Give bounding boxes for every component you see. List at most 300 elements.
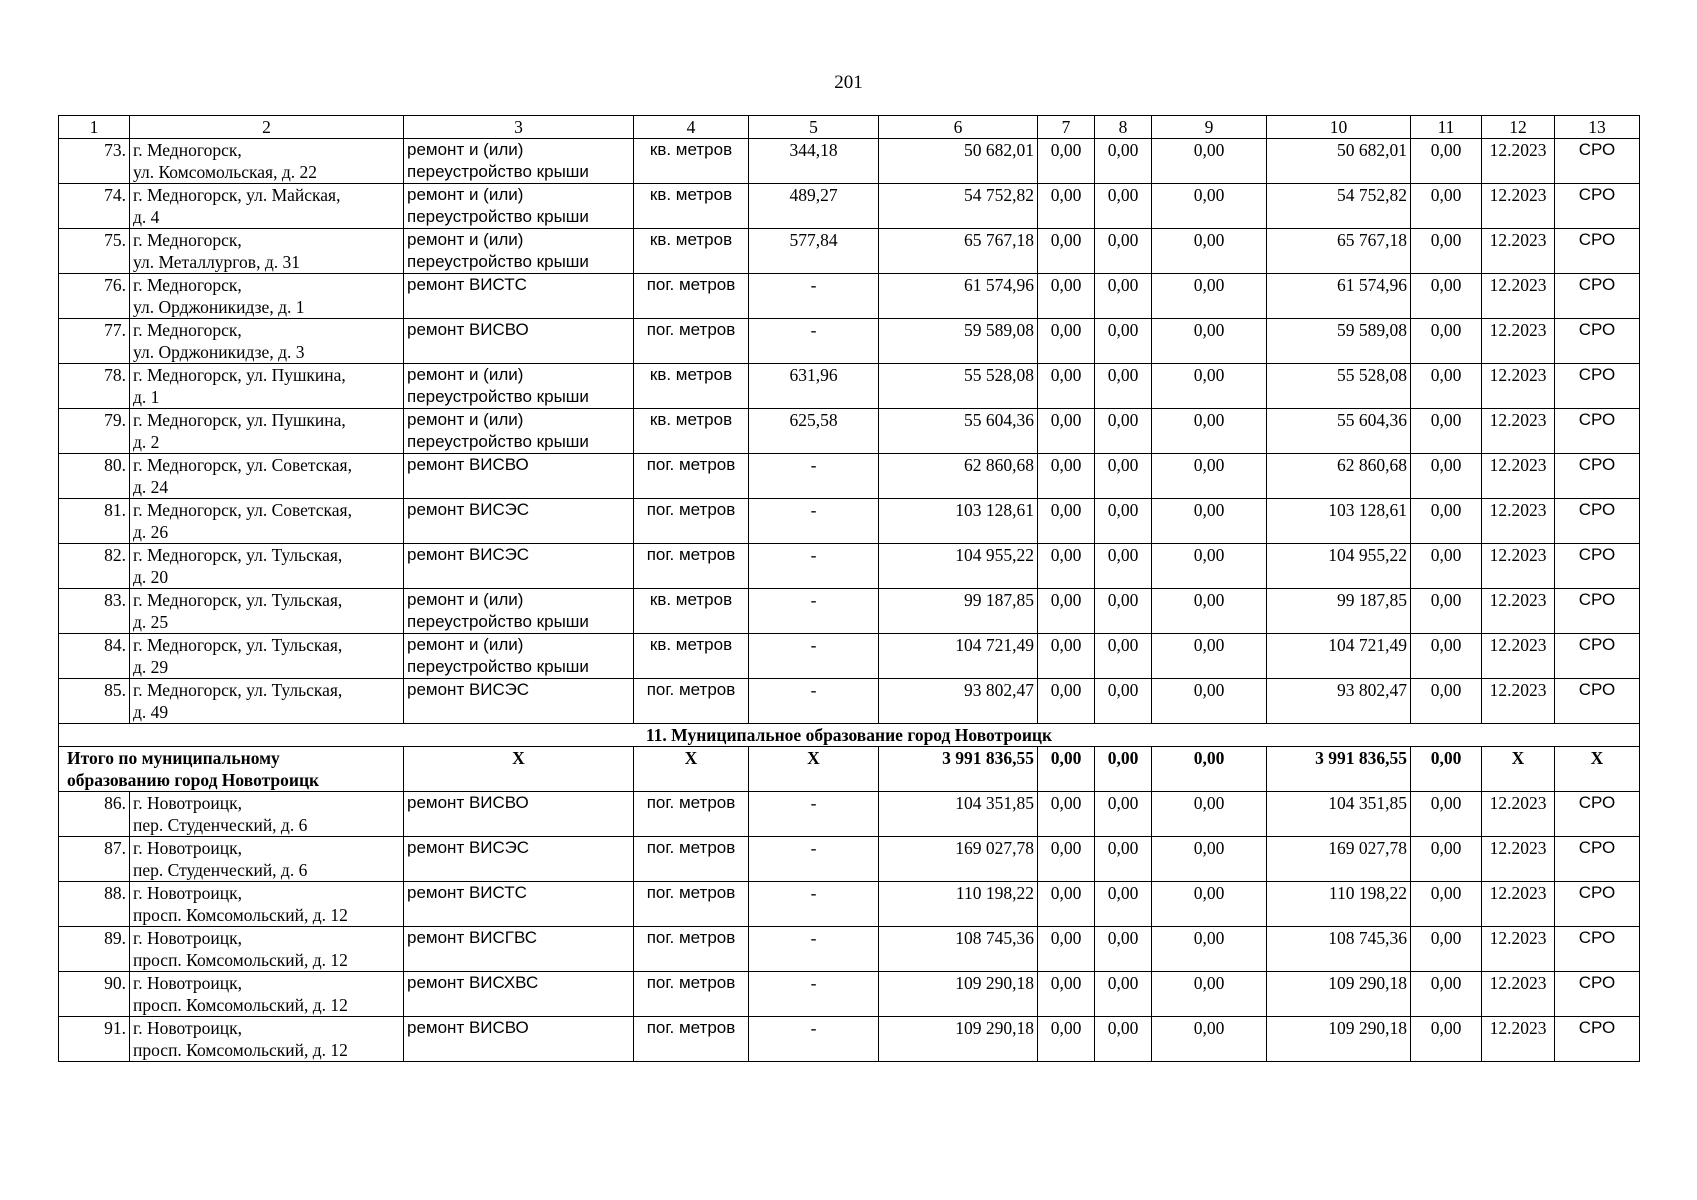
address [130,882,404,927]
quantity: - [749,634,879,679]
quantity: 489,27 [749,184,879,229]
col-10-value: 55 528,08 [1267,364,1411,409]
col-9-value: 0,00 [1152,409,1267,454]
cost-total: 54 752,82 [879,184,1038,229]
address-line-2: ул. Орджоникидзе, д. 3 [133,342,305,362]
row-number: 90. [59,972,130,1017]
row-number: 75. [59,229,130,274]
contractor-type: СРО [1555,409,1640,454]
work-type [404,274,634,319]
quantity: 344,18 [749,139,879,184]
address-line-1: г. Медногорск, ул. Тульская, [133,590,343,610]
contractor-type: СРО [1555,972,1640,1017]
cost-total: 104 351,85 [879,792,1038,837]
repair-plan-table [58,115,1640,1062]
unit: пог. метров [634,972,749,1017]
completion-date: 12.2023 [1482,454,1555,499]
address [130,139,404,184]
contractor-type: СРО [1555,364,1640,409]
col-9-value: 0,00 [1152,634,1267,679]
column-number-row [59,116,1640,139]
work-type [404,589,634,634]
work-type-line-2: переустройство крыши [407,657,589,676]
col-11-value: 0,00 [1411,634,1482,679]
row-number: 89. [59,927,130,972]
contractor-type: СРО [1555,927,1640,972]
table-row [59,927,1640,972]
table-row [59,184,1640,229]
col-9-value: 0,00 [1152,589,1267,634]
table-row [59,1017,1640,1062]
completion-date: 12.2023 [1482,589,1555,634]
cost-total: 93 802,47 [879,679,1038,724]
address-line-1: г. Новотроицк, [133,883,242,903]
row-number: 82. [59,544,130,589]
total-label-line-2: образованию город Новотроицк [67,770,320,790]
completion-date: 12.2023 [1482,499,1555,544]
total-col-13: Х [1555,747,1640,792]
unit: пог. метров [634,499,749,544]
col-8-value: 0,00 [1095,792,1152,837]
col-9-value: 0,00 [1152,679,1267,724]
work-type-line-2: переустройство крыши [407,207,589,226]
col-9-value: 0,00 [1152,1017,1267,1062]
work-type [404,882,634,927]
col-10-value: 110 198,22 [1267,882,1411,927]
row-number: 80. [59,454,130,499]
total-col-4: Х [634,747,749,792]
quantity: - [749,544,879,589]
work-type-line-1: ремонт и (или) [407,410,524,429]
address-line-1: г. Новотроицк, [133,793,242,813]
completion-date: 12.2023 [1482,139,1555,184]
total-row [59,747,1640,792]
col-9-value: 0,00 [1152,274,1267,319]
column-header: 1 [59,116,130,139]
total-col-3: Х [404,747,634,792]
unit: кв. метров [634,184,749,229]
column-header: 11 [1411,116,1482,139]
work-type [404,679,634,724]
cost-total: 59 589,08 [879,319,1038,364]
col-10-value: 104 351,85 [1267,792,1411,837]
col-7-value: 0,00 [1038,409,1095,454]
table-row [59,499,1640,544]
col-8-value: 0,00 [1095,409,1152,454]
table-row [59,409,1640,454]
address-line-2: пер. Студенческий, д. 6 [133,860,308,880]
work-type-line-1: ремонт ВИСЭС [407,500,530,519]
completion-date: 12.2023 [1482,319,1555,364]
row-number: 73. [59,139,130,184]
cost-total: 65 767,18 [879,229,1038,274]
row-number: 87. [59,837,130,882]
completion-date: 12.2023 [1482,364,1555,409]
col-10-value: 104 721,49 [1267,634,1411,679]
col-8-value: 0,00 [1095,499,1152,544]
contractor-type: СРО [1555,837,1640,882]
work-type [404,229,634,274]
address-line-2: просп. Комсомольский, д. 12 [133,950,348,970]
col-9-value: 0,00 [1152,184,1267,229]
cost-total: 169 027,78 [879,837,1038,882]
col-7-value: 0,00 [1038,364,1095,409]
work-type [404,837,634,882]
col-9-value: 0,00 [1152,544,1267,589]
column-header: 12 [1482,116,1555,139]
work-type [404,1017,634,1062]
cost-total: 104 721,49 [879,634,1038,679]
work-type-line-1: ремонт ВИСВО [407,320,529,339]
completion-date: 12.2023 [1482,1017,1555,1062]
col-10-value: 104 955,22 [1267,544,1411,589]
work-type [404,792,634,837]
col-10-value: 93 802,47 [1267,679,1411,724]
work-type-line-1: ремонт и (или) [407,230,524,249]
col-9-value: 0,00 [1152,972,1267,1017]
col-8-value: 0,00 [1095,139,1152,184]
table-row [59,792,1640,837]
col-8-value: 0,00 [1095,634,1152,679]
quantity: - [749,499,879,544]
col-11-value: 0,00 [1411,319,1482,364]
row-number: 81. [59,499,130,544]
completion-date: 12.2023 [1482,837,1555,882]
address [130,184,404,229]
quantity: - [749,274,879,319]
contractor-type: СРО [1555,882,1640,927]
quantity: 631,96 [749,364,879,409]
table-row [59,544,1640,589]
cost-total: 103 128,61 [879,499,1038,544]
address-line-2: д. 26 [133,522,169,542]
cost-total: 61 574,96 [879,274,1038,319]
total-cost: 3 991 836,55 [879,747,1038,792]
address [130,544,404,589]
unit: кв. метров [634,364,749,409]
address [130,972,404,1017]
col-11-value: 0,00 [1411,792,1482,837]
table-row [59,972,1640,1017]
address-line-2: просп. Комсомольский, д. 12 [133,995,348,1015]
address [130,927,404,972]
col-11-value: 0,00 [1411,499,1482,544]
col-7-value: 0,00 [1038,184,1095,229]
work-type-line-1: ремонт ВИСГВС [407,928,538,947]
address-line-1: г. Медногорск, ул. Тульская, [133,680,343,700]
quantity: - [749,792,879,837]
col-7-value: 0,00 [1038,927,1095,972]
address-line-2: д. 49 [133,702,169,722]
address-line-1: г. Новотроицк, [133,928,242,948]
col-10-value: 103 128,61 [1267,499,1411,544]
cost-total: 50 682,01 [879,139,1038,184]
col-11-value: 0,00 [1411,274,1482,319]
table-row [59,274,1640,319]
unit: кв. метров [634,139,749,184]
cost-total: 55 604,36 [879,409,1038,454]
work-type-line-1: ремонт и (или) [407,590,524,609]
address [130,589,404,634]
completion-date: 12.2023 [1482,634,1555,679]
row-number: 77. [59,319,130,364]
work-type-line-1: ремонт ВИСТС [407,275,527,294]
work-type-line-1: ремонт ВИСЭС [407,680,530,699]
work-type [404,139,634,184]
row-number: 79. [59,409,130,454]
col-11-value: 0,00 [1411,544,1482,589]
work-type [404,364,634,409]
total-label [59,747,404,792]
contractor-type: СРО [1555,589,1640,634]
address-line-1: г. Медногорск, ул. Тульская, [133,545,343,565]
address [130,679,404,724]
work-type-line-2: переустройство крыши [407,387,589,406]
unit: кв. метров [634,409,749,454]
col-11-value: 0,00 [1411,454,1482,499]
address [130,837,404,882]
completion-date: 12.2023 [1482,927,1555,972]
total-col-5: Х [749,747,879,792]
table-row [59,229,1640,274]
col-7-value: 0,00 [1038,972,1095,1017]
col-7-value: 0,00 [1038,499,1095,544]
col-8-value: 0,00 [1095,454,1152,499]
completion-date: 12.2023 [1482,792,1555,837]
total-col-8: 0,00 [1095,747,1152,792]
quantity: 577,84 [749,229,879,274]
address-line-1: г. Медногорск, ул. Майская, [133,185,341,205]
table-row [59,882,1640,927]
quantity: - [749,972,879,1017]
col-10-value: 65 767,18 [1267,229,1411,274]
col-10-value: 55 604,36 [1267,409,1411,454]
table-row [59,589,1640,634]
cost-total: 104 955,22 [879,544,1038,589]
address-line-2: ул. Орджоникидзе, д. 1 [133,297,305,317]
completion-date: 12.2023 [1482,972,1555,1017]
total-col-11: 0,00 [1411,747,1482,792]
cost-total: 108 745,36 [879,927,1038,972]
quantity: - [749,589,879,634]
contractor-type: СРО [1555,454,1640,499]
col-10-value: 61 574,96 [1267,274,1411,319]
cost-total: 109 290,18 [879,972,1038,1017]
address-line-1: г. Медногорск, [133,230,242,250]
quantity: - [749,837,879,882]
col-11-value: 0,00 [1411,972,1482,1017]
col-8-value: 0,00 [1095,229,1152,274]
column-header: 4 [634,116,749,139]
col-7-value: 0,00 [1038,882,1095,927]
column-header: 9 [1152,116,1267,139]
completion-date: 12.2023 [1482,184,1555,229]
table-row [59,454,1640,499]
quantity: 625,58 [749,409,879,454]
col-8-value: 0,00 [1095,544,1152,589]
address [130,634,404,679]
total-label-line-1: Итого по муниципальному [67,748,280,768]
quantity: - [749,882,879,927]
column-header: 6 [879,116,1038,139]
col-10-value: 108 745,36 [1267,927,1411,972]
total-col-7: 0,00 [1038,747,1095,792]
completion-date: 12.2023 [1482,274,1555,319]
row-number: 88. [59,882,130,927]
work-type [404,927,634,972]
col-11-value: 0,00 [1411,409,1482,454]
work-type [404,184,634,229]
unit: пог. метров [634,927,749,972]
col-11-value: 0,00 [1411,837,1482,882]
col-8-value: 0,00 [1095,882,1152,927]
col-8-value: 0,00 [1095,837,1152,882]
quantity: - [749,1017,879,1062]
col-8-value: 0,00 [1095,927,1152,972]
column-header: 10 [1267,116,1411,139]
completion-date: 12.2023 [1482,882,1555,927]
work-type-line-2: переустройство крыши [407,252,589,271]
work-type-line-1: ремонт ВИСЭС [407,545,530,564]
quantity: - [749,319,879,364]
work-type [404,499,634,544]
table-row [59,634,1640,679]
col-9-value: 0,00 [1152,319,1267,364]
address [130,1017,404,1062]
work-type-line-1: ремонт ВИСВО [407,793,529,812]
col-8-value: 0,00 [1095,319,1152,364]
work-type-line-1: ремонт и (или) [407,185,524,204]
col-9-value: 0,00 [1152,364,1267,409]
address [130,409,404,454]
row-number: 74. [59,184,130,229]
unit: кв. метров [634,634,749,679]
col-7-value: 0,00 [1038,544,1095,589]
address-line-2: д. 20 [133,567,169,587]
address-line-1: г. Медногорск, [133,320,242,340]
contractor-type: СРО [1555,499,1640,544]
address [130,229,404,274]
col-7-value: 0,00 [1038,1017,1095,1062]
row-number: 83. [59,589,130,634]
col-8-value: 0,00 [1095,274,1152,319]
contractor-type: СРО [1555,634,1640,679]
col-9-value: 0,00 [1152,792,1267,837]
unit: пог. метров [634,882,749,927]
col-9-value: 0,00 [1152,927,1267,972]
work-type [404,409,634,454]
section-title: 11. Муниципальное образование город Новотроицк [59,724,1640,747]
unit: пог. метров [634,679,749,724]
col-7-value: 0,00 [1038,139,1095,184]
address-line-1: г. Медногорск, [133,275,242,295]
address-line-2: ул. Металлургов, д. 31 [133,252,300,272]
address-line-1: г. Медногорск, ул. Советская, [133,455,352,475]
col-8-value: 0,00 [1095,972,1152,1017]
total-col-9: 0,00 [1152,747,1267,792]
row-number: 84. [59,634,130,679]
cost-total: 55 528,08 [879,364,1038,409]
completion-date: 12.2023 [1482,229,1555,274]
column-header: 8 [1095,116,1152,139]
address-line-2: ул. Комсомольская, д. 22 [133,162,317,182]
col-11-value: 0,00 [1411,184,1482,229]
column-header: 7 [1038,116,1095,139]
table-row [59,139,1640,184]
col-10-value: 54 752,82 [1267,184,1411,229]
row-number: 78. [59,364,130,409]
col-11-value: 0,00 [1411,139,1482,184]
address-line-1: г. Новотроицк, [133,838,242,858]
col-9-value: 0,00 [1152,139,1267,184]
cost-total: 109 290,18 [879,1017,1038,1062]
contractor-type: СРО [1555,1017,1640,1062]
col-7-value: 0,00 [1038,634,1095,679]
unit: пог. метров [634,1017,749,1062]
cost-total: 110 198,22 [879,882,1038,927]
address-line-2: д. 2 [133,432,160,452]
unit: пог. метров [634,837,749,882]
col-10-value: 99 187,85 [1267,589,1411,634]
address-line-1: г. Медногорск, ул. Пушкина, [133,365,346,385]
work-type [404,972,634,1017]
col-8-value: 0,00 [1095,589,1152,634]
row-number: 76. [59,274,130,319]
table-row [59,319,1640,364]
unit: пог. метров [634,454,749,499]
work-type [404,454,634,499]
col-11-value: 0,00 [1411,882,1482,927]
col-11-value: 0,00 [1411,927,1482,972]
row-number: 91. [59,1017,130,1062]
row-number: 86. [59,792,130,837]
address [130,454,404,499]
cost-total: 99 187,85 [879,589,1038,634]
unit: кв. метров [634,229,749,274]
address [130,499,404,544]
column-header: 3 [404,116,634,139]
column-header: 13 [1555,116,1640,139]
address-line-1: г. Новотроицк, [133,1018,242,1038]
col-8-value: 0,00 [1095,679,1152,724]
col-10-value: 109 290,18 [1267,1017,1411,1062]
col-11-value: 0,00 [1411,679,1482,724]
contractor-type: СРО [1555,319,1640,364]
address [130,319,404,364]
work-type-line-2: переустройство крыши [407,612,589,631]
contractor-type: СРО [1555,544,1640,589]
row-number: 85. [59,679,130,724]
unit: пог. метров [634,792,749,837]
col-10-value: 109 290,18 [1267,972,1411,1017]
address-line-1: г. Медногорск, ул. Пушкина, [133,410,346,430]
cost-total: 62 860,68 [879,454,1038,499]
work-type-line-1: ремонт ВИСВО [407,455,529,474]
page-number: 201 [834,72,863,93]
contractor-type: СРО [1555,679,1640,724]
column-header: 2 [130,116,404,139]
col-11-value: 0,00 [1411,1017,1482,1062]
work-type-line-2: переустройство крыши [407,162,589,181]
col-11-value: 0,00 [1411,229,1482,274]
col-8-value: 0,00 [1095,364,1152,409]
col-7-value: 0,00 [1038,792,1095,837]
col-11-value: 0,00 [1411,589,1482,634]
section-heading-row [59,724,1640,747]
address [130,364,404,409]
col-9-value: 0,00 [1152,882,1267,927]
col-9-value: 0,00 [1152,229,1267,274]
